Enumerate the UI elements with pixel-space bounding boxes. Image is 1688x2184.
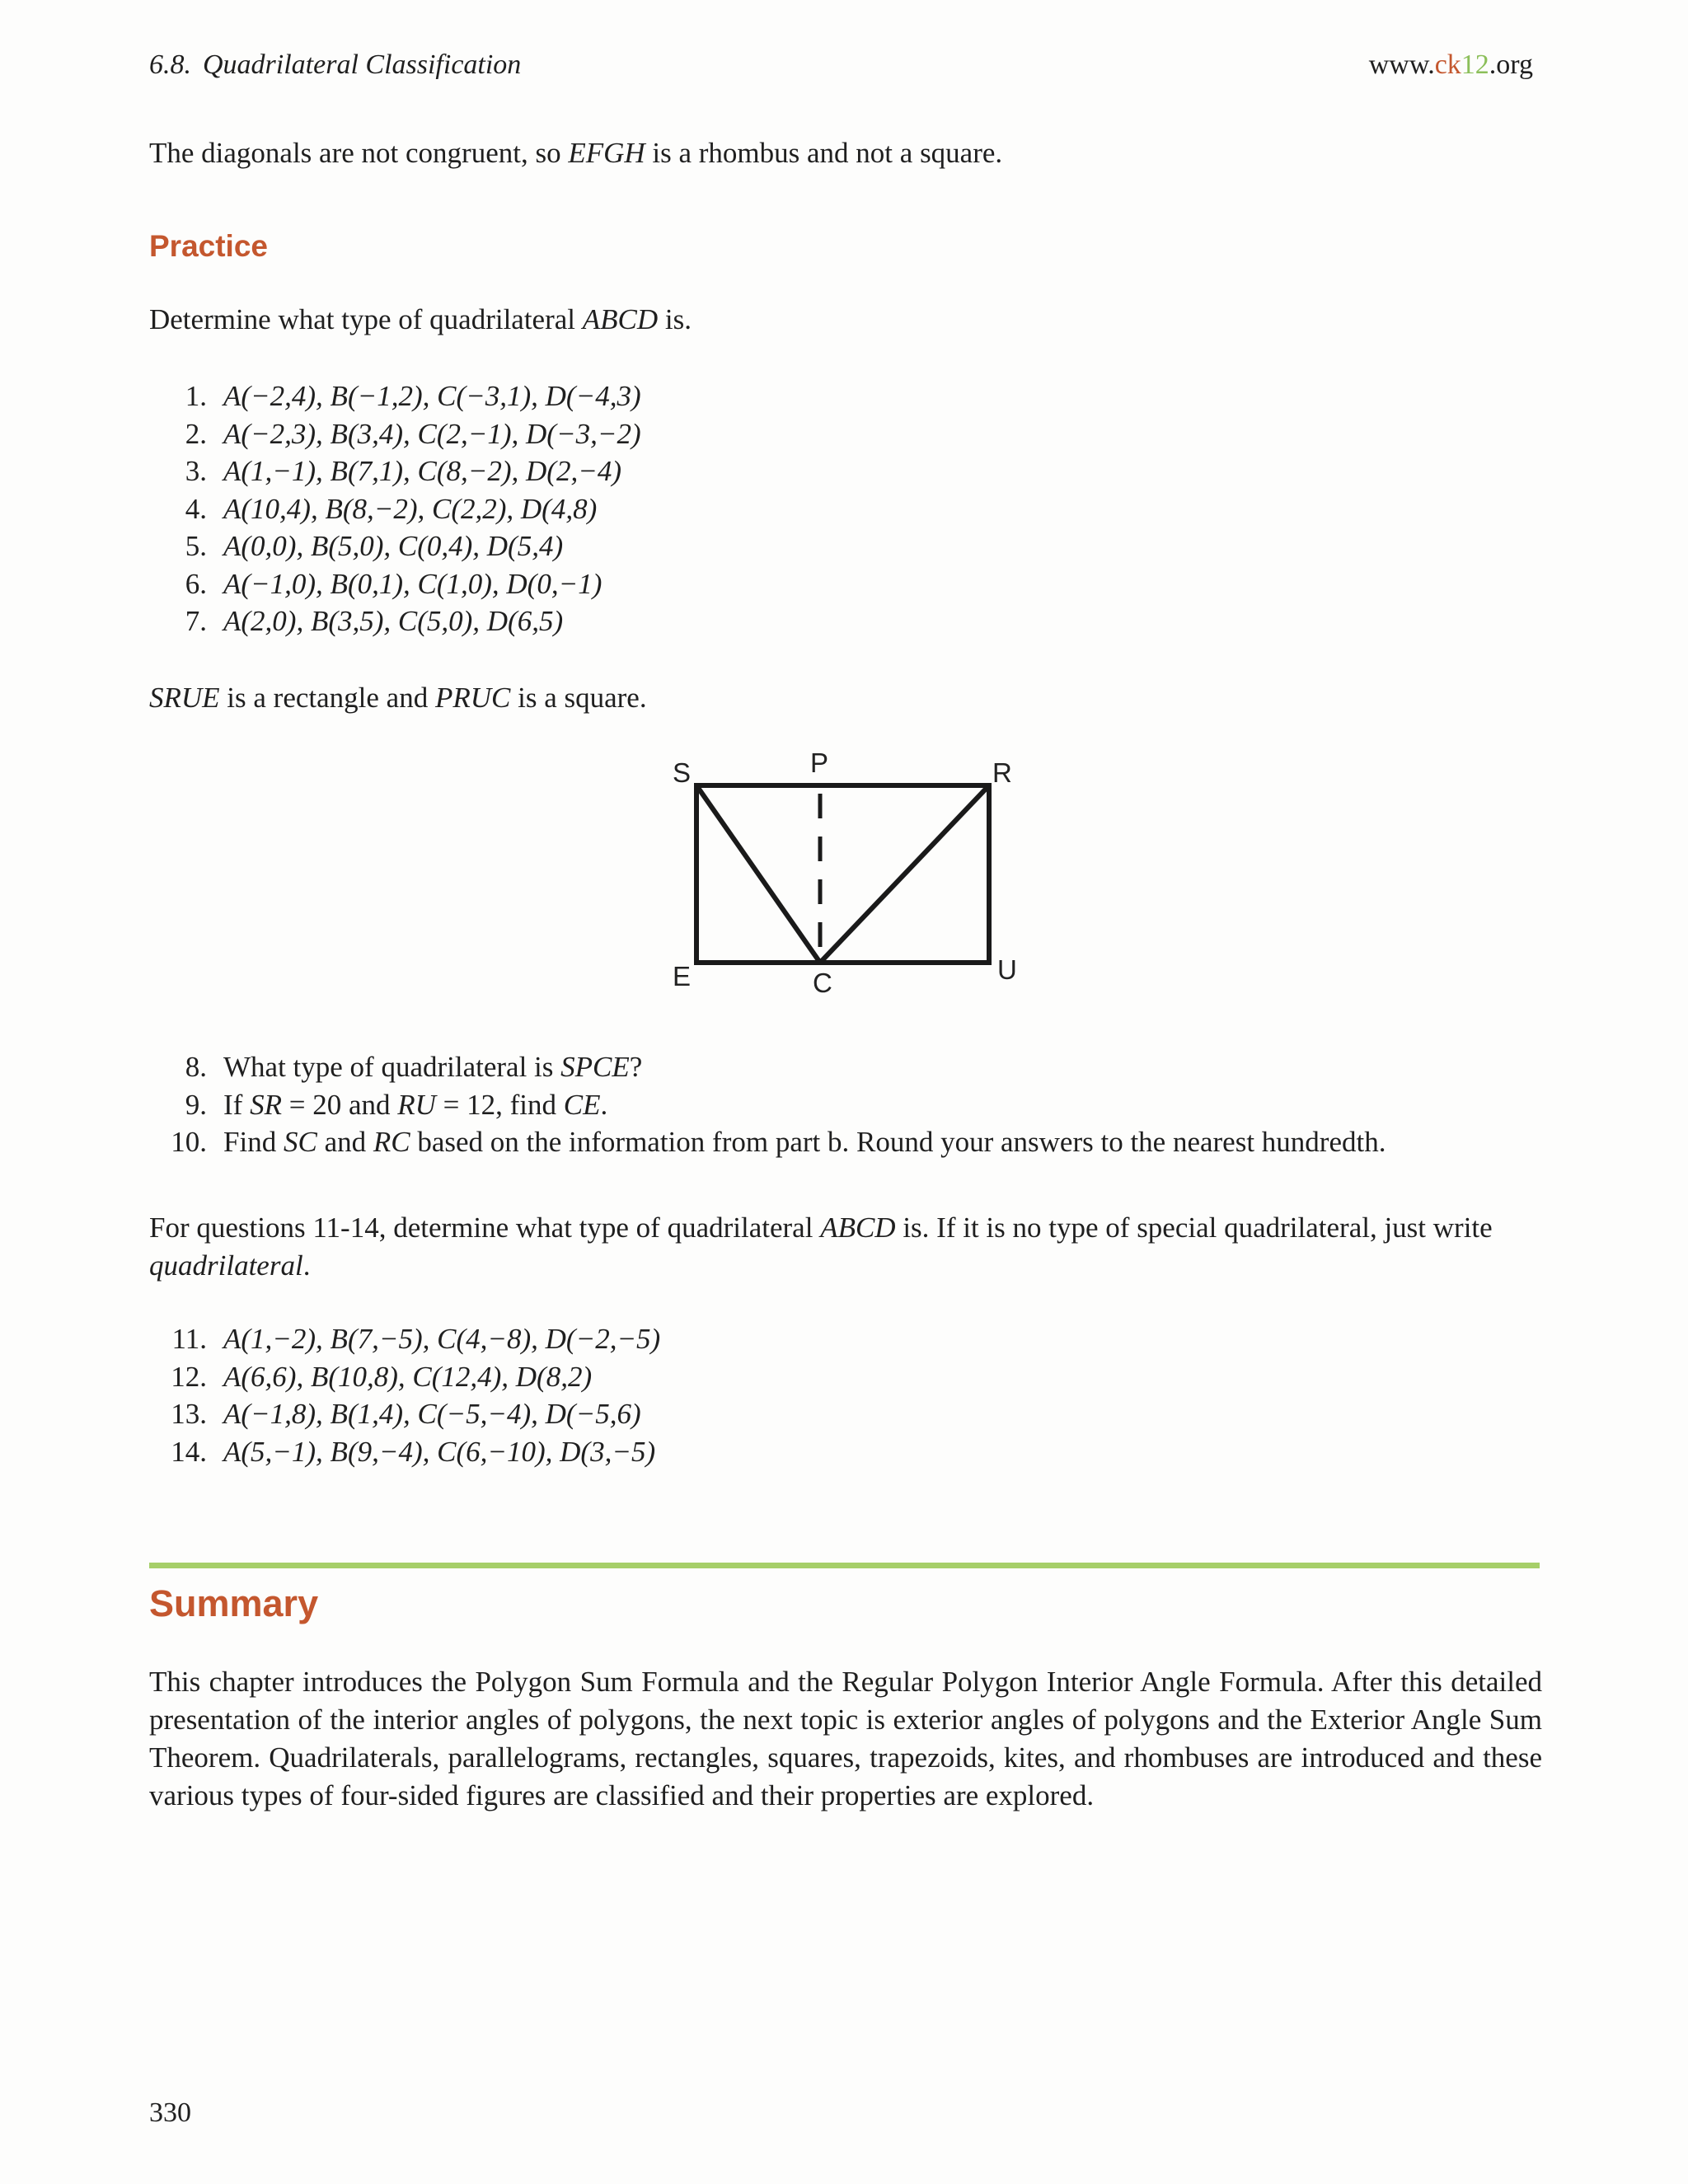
questions-text-mid: is. If it is no type of special quadrilateral, just write: [895, 1212, 1493, 1244]
instruction-var: ABCD: [582, 303, 659, 335]
item-number: 9.: [185, 1088, 207, 1121]
list-item: [149, 415, 641, 453]
list-item: [149, 1048, 1386, 1086]
list-item: [149, 452, 641, 490]
item-number: 10.: [171, 1126, 207, 1158]
site-url[interactable]: [1369, 49, 1533, 81]
item-var: RU: [397, 1088, 436, 1121]
rectangle-square-figure: [659, 746, 1039, 1001]
instruction-text-end: is.: [658, 303, 692, 335]
questions-text: For questions 11-14, determine what type of quadrilateral: [149, 1212, 821, 1244]
item-number: 14.: [171, 1435, 207, 1468]
item-number: 7.: [185, 605, 207, 637]
list-item: [149, 1358, 660, 1396]
item-text: based on the information from part b. Round your answers to the nearest hundredth.: [410, 1126, 1386, 1158]
section-divider: [149, 1563, 1540, 1568]
questions-var: ABCD: [820, 1212, 896, 1244]
list-item: [149, 1086, 1386, 1124]
section-number: 6.8.: [149, 49, 191, 80]
item-text: A(2,0), B(3,5), C(5,0), D(6,5): [223, 605, 564, 637]
item-number: 13.: [171, 1398, 207, 1430]
item-text: A(0,0), B(5,0), C(0,4), D(5,4): [223, 530, 564, 562]
item-text: If: [223, 1088, 251, 1121]
caption-var-2: PRUC: [434, 682, 511, 714]
item-text: A(10,4), B(8,−2), C(2,2), D(4,8): [223, 492, 598, 525]
questions-italic: quadrilateral: [149, 1249, 303, 1282]
url-12: 12: [1461, 49, 1489, 80]
running-header-section: [149, 49, 521, 81]
figure-caption: [149, 679, 1542, 717]
list-item: [149, 377, 641, 415]
item-var: SC: [283, 1126, 317, 1158]
list-item: [149, 1395, 660, 1433]
item-number: 1.: [185, 380, 207, 412]
intro-text: The diagonals are not congruent, so: [149, 137, 569, 169]
caption-text-end: is a square.: [510, 682, 647, 714]
item-number: 8.: [185, 1051, 207, 1083]
label-s: S: [673, 757, 692, 788]
url-ck: ck: [1434, 49, 1461, 80]
item-var: CE: [563, 1088, 601, 1121]
label-u: U: [997, 954, 1017, 985]
item-text: = 20 and: [281, 1088, 398, 1121]
item-text: A(5,−1), B(9,−4), C(6,−10), D(3,−5): [223, 1435, 656, 1468]
item-text: A(−2,4), B(−1,2), C(−3,1), D(−4,3): [223, 380, 641, 412]
item-text: A(1,−1), B(7,1), C(8,−2), D(2,−4): [223, 455, 621, 487]
item-text: .: [600, 1088, 608, 1121]
item-text: and: [316, 1126, 373, 1158]
list-item: [149, 1433, 660, 1471]
item-text: What type of quadrilateral is: [223, 1051, 561, 1083]
label-p: P: [810, 748, 829, 778]
item-text: A(1,−2), B(7,−5), C(4,−8), D(−2,−5): [223, 1323, 661, 1355]
item-number: 11.: [171, 1323, 207, 1355]
item-number: 3.: [185, 455, 207, 487]
label-e: E: [673, 961, 692, 991]
intro-text-end: is a rhombus and not a square.: [645, 137, 1003, 169]
item-var: RC: [373, 1126, 410, 1158]
summary-paragraph: This chapter introduces the Polygon Sum Formula and the Regular Polygon Interior Angle Formula. After this detailed presentation of the interior angles of polygons, the next topic is exterior angles of polygons and the Exterior Angle Sum Theorem. Quadrilaterals, parallelograms, rectangles, squares, trapezoids, kites, and rhombuses are introduced and these various types of four-sided figures are classified and their properties are explored.: [149, 1666, 1542, 1811]
instruction-text: Determine what type of quadrilateral: [149, 303, 583, 335]
list-item: [149, 1123, 1386, 1161]
list-item: [149, 565, 641, 603]
item-var: SR: [250, 1088, 282, 1121]
list-item: [149, 527, 641, 565]
intro-paragraph: [149, 134, 1542, 172]
label-c: C: [813, 968, 832, 998]
item-number: 4.: [185, 492, 207, 525]
practice-list-2: [149, 1048, 1386, 1161]
list-item: [149, 490, 641, 528]
questions-intro: [149, 1209, 1542, 1285]
intro-var: EFGH: [568, 137, 645, 169]
item-text: A(−1,8), B(1,4), C(−5,−4), D(−5,6): [223, 1398, 641, 1430]
summary-heading: Summary: [149, 1582, 319, 1624]
item-number: 12.: [171, 1360, 207, 1393]
item-text: A(−2,3), B(3,4), C(2,−1), D(−3,−2): [223, 417, 641, 450]
item-var: SPCE: [560, 1051, 630, 1083]
item-text: A(−1,0), B(0,1), C(1,0), D(0,−1): [223, 567, 603, 600]
list-item: [149, 602, 641, 640]
practice-list-1: [149, 377, 641, 640]
item-text: A(6,6), B(10,8), C(12,4), D(8,2): [223, 1360, 593, 1393]
segment-rc: [820, 785, 989, 963]
section-title: Quadrilateral Classification: [203, 49, 522, 80]
page-number: 330: [149, 2097, 191, 2128]
list-item: [149, 1320, 660, 1358]
practice-list-3: [149, 1320, 660, 1470]
url-prefix: www.: [1368, 49, 1435, 80]
item-text: = 12, find: [435, 1088, 564, 1121]
url-suffix: .org: [1489, 49, 1533, 80]
item-text: Find: [223, 1126, 284, 1158]
item-number: 6.: [185, 567, 207, 600]
caption-var-1: SRUE: [149, 682, 220, 714]
item-number: 5.: [185, 530, 207, 562]
caption-text: is a rectangle and: [219, 682, 435, 714]
practice-instruction: [149, 301, 1542, 339]
item-text: ?: [629, 1051, 643, 1083]
questions-text-end: .: [302, 1249, 311, 1282]
label-r: R: [992, 757, 1012, 788]
practice-heading: Practice: [149, 229, 268, 263]
segment-sc: [696, 785, 820, 963]
item-number: 2.: [185, 417, 207, 450]
